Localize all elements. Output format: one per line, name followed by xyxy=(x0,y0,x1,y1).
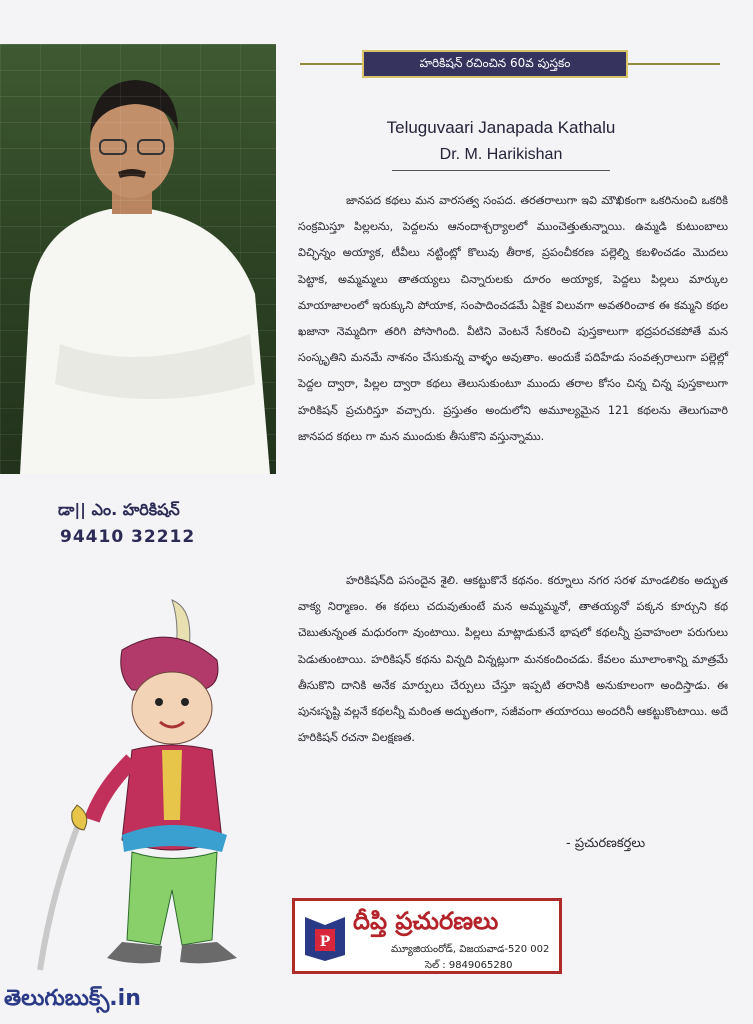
publisher-cell: సెల్ : 9849065280 xyxy=(425,960,513,971)
author-phone: 94410 32212 xyxy=(60,527,196,547)
publisher-address: మ్యూజియంరోడ్, విజయవాడ-520 002 xyxy=(391,944,550,955)
publisher-logo-letter: P xyxy=(319,934,331,950)
author-underline xyxy=(392,170,610,171)
publisher-logo-icon xyxy=(303,911,347,961)
blurb-text-2: హరికిషన్‌ది పసందైన శైలి. ఆకట్టుకొనే కథనం. కర్నూలు నగర సరళ మాండలికం అద్భుత వాక్య నిర్మాణం. ఈ కథలు చదువుతుంటే మన అమ్మమ్మనో, తాతయ్యనో పక్కన కూర్చుని కథ చెబుతున్నంత మధురంగా వుంటాయి. పిల్లలు మాట్లాడుకునే భాషలో కథలన్నీ ప్రవాహంలా పరుగులు పెడుతుంటాయి. హరికిషన్ కథను విన్నది విన్నట్లుగా మనకందించడు. కేవలం మూలాంశాన్ని మాత్రమే తీసుకొని దానికి అనేక మార్పులు చేర్పులు చేస్తూ ఇప్పటి తరానికి అనుకూలంగా అందిస్తాడు. ఈ పునఃసృష్టి వల్లనే కథలన్నీ మరింత అద్భుతంగా, సజీవంగా తయారయి అందరినీ ఆకట్టుకొంటాయి. అదే హరికిషన్ రచనా విలక్షణత. xyxy=(298,574,728,745)
publisher-name: దీప్తి ప్రచురణలు xyxy=(353,907,499,935)
publisher-signature: - ప్రచురణకర్తలు xyxy=(566,836,646,851)
banner-rule-left xyxy=(300,63,362,65)
blurb-text-1: జానపద కథలు మన వారసత్వ సంపద. తరతరాలుగా ఇవి మౌఖికంగా ఒకరినుంచి ఒకరికి సంక్రమిస్తూ పిల్లలను, పెద్దలను ఆనందాశ్చర్యాలలో ముంచెత్తుతున్నాయి. ఉమ్మడి కుటుంబాలు విచ్ఛిన్నం అయ్యాక, టీవీలు నట్టింట్లో కొలువు తీరాక, ప్రపంచీకరణ పల్లెల్ని కబళించడం మొదలు పెట్టాక, అమ్మమ్మలు తాతయ్యలు చిన్నారులకు దూరం అయ్యాక, పెద్దలు పిల్లలు మార్కుల మాయాజాలంలో ఇరుక్కుని పోయాక, సంపాదించడమే ఏకైక విలువగా అవతరించాక ఈ కమ్మని కథల ఖజానా నెమ్మదిగా తరిగి పోసాగింది. వీటిని వెంటనే సేకరించి పుస్తకాలుగా భద్రపరచకపోతే మన సంస్కృతిని మనమే నాశనం చేసుకున్న వాళ్ళం అవుతాం. అందుకే పదిహేడు సంవత్సరాలుగా పల్లెల్లో పెద్దల ద్వారా, పిల్లల ద్వారా కథలు తెలుసుకుంటూ ముందు తరాల కోసం చిన్న చిన్న పుస్తకాలుగా హరికిషన్ ప్రచురిస్తూ వచ్చారు. ప్రస్తుతం అందులోని అమూల్యమైన 121 కథలను తెలుగువారి జానపద కథలు గా మన ముందుకు తీసుకొని వస్తున్నాము. xyxy=(298,194,728,443)
book-title: Teluguvaari Janapada Kathalu xyxy=(386,118,616,137)
book-author: Dr. M. Harikishan xyxy=(439,146,563,163)
prince-cartoon-illustration xyxy=(22,590,242,990)
author-name-telugu: డా|| ఎం. హరికిషన్ xyxy=(58,500,180,519)
site-watermark: తెలుగుబుక్స్.in xyxy=(4,986,141,1011)
author-photo xyxy=(0,44,276,474)
banner-rule-right xyxy=(628,63,720,65)
book-count-banner: హరికిషన్ రచించిన 60వ పుస్తకం xyxy=(362,50,628,78)
blurb-paragraph-1 xyxy=(298,188,728,450)
blurb-paragraph-2 xyxy=(298,568,728,751)
publisher-box xyxy=(292,898,562,974)
